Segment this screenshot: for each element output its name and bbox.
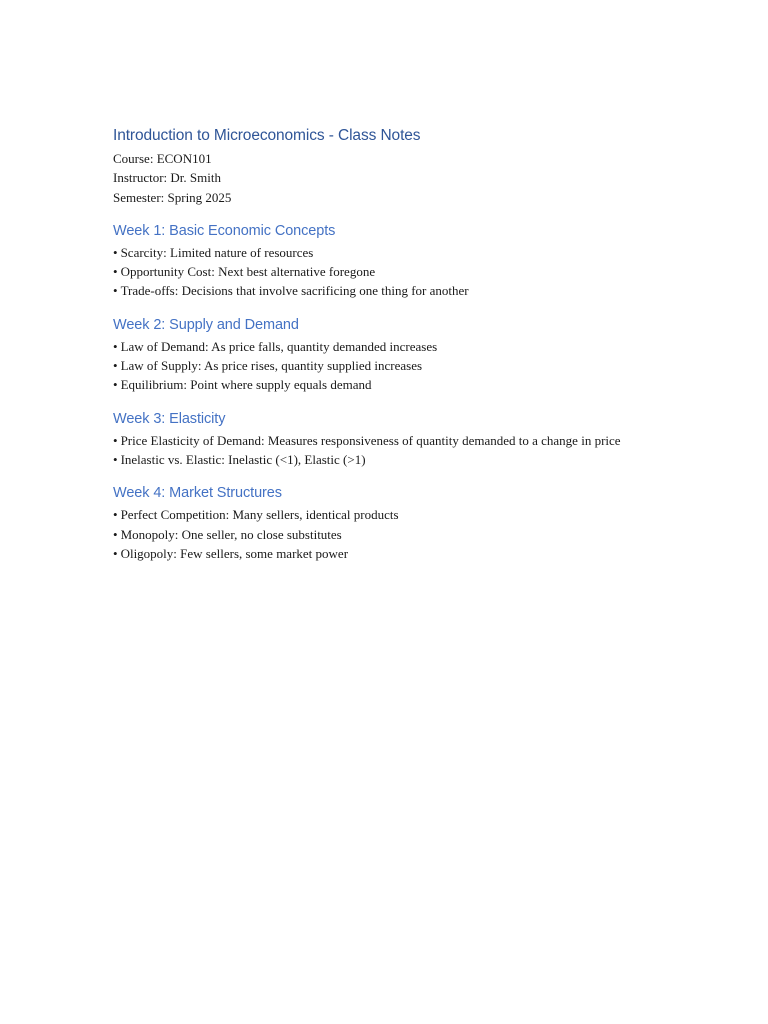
section-heading: Week 3: Elasticity <box>113 410 226 427</box>
bullet-text: Law of Demand: As price falls, quantity demanded increases <box>120 338 438 354</box>
bullet-text: Law of Supply: As price rises, quantity supplied increases <box>120 358 423 374</box>
course-line: Course: ECON101 <box>113 151 212 166</box>
bullet-glyph: • <box>113 451 118 467</box>
bullet-item <box>113 450 673 469</box>
semester-line: Semester: Spring 2025 <box>113 189 232 205</box>
bullet-glyph: • <box>113 526 118 542</box>
bullet-item <box>113 375 673 394</box>
section-week-3 <box>113 408 673 470</box>
bullet-item <box>113 243 673 262</box>
bullet-text: Perfect Competition: Many sellers, identical products <box>120 507 399 523</box>
bullet-list <box>113 243 673 301</box>
bullet-glyph: • <box>113 264 118 280</box>
bullet-item <box>113 337 673 356</box>
bullet-text: Trade-offs: Decisions that involve sacrificing one thing for another <box>120 283 469 299</box>
bullet-item <box>113 281 673 300</box>
bullet-list <box>113 337 673 395</box>
section-heading: Week 2: Supply and Demand <box>113 316 299 333</box>
bullet-item <box>113 262 673 281</box>
bullet-text: Price Elasticity of Demand: Measures responsiveness of quantity demanded to a change in price <box>120 432 621 448</box>
document-page <box>113 124 673 563</box>
bullet-text: Inelastic vs. Elastic: Inelastic (<1), Elastic (>1) <box>120 451 366 467</box>
bullet-item <box>113 356 673 375</box>
section-week-2 <box>113 314 673 395</box>
instructor-line: Instructor: Dr. Smith <box>113 170 221 186</box>
bullet-glyph: • <box>113 283 118 299</box>
bullet-glyph: • <box>113 507 118 523</box>
bullet-text: Opportunity Cost: Next best alternative foregone <box>120 264 376 280</box>
bullet-item <box>113 431 673 450</box>
bullet-list <box>113 505 673 563</box>
bullet-glyph: • <box>113 545 118 561</box>
bullet-item <box>113 505 673 524</box>
bullet-glyph: • <box>113 377 118 393</box>
section-heading: Week 4: Market Structures <box>113 485 282 502</box>
bullet-item <box>113 525 673 544</box>
bullet-glyph: • <box>113 358 118 374</box>
section-heading: Week 1: Basic Economic Concepts <box>113 222 336 239</box>
section-week-1 <box>113 220 673 301</box>
course-meta <box>113 149 673 207</box>
document-title: Introduction to Microeconomics - Class Notes <box>113 127 421 144</box>
bullet-list <box>113 431 673 470</box>
bullet-glyph: • <box>113 432 118 448</box>
bullet-text: Scarcity: Limited nature of resources <box>120 244 314 260</box>
bullet-glyph: • <box>113 338 118 354</box>
bullet-item <box>113 544 673 563</box>
section-week-4 <box>113 482 673 563</box>
bullet-text: Equilibrium: Point where supply equals demand <box>120 377 372 393</box>
bullet-text: Monopoly: One seller, no close substitutes <box>120 526 342 542</box>
bullet-glyph: • <box>113 244 118 260</box>
bullet-text: Oligopoly: Few sellers, some market power <box>120 545 349 561</box>
